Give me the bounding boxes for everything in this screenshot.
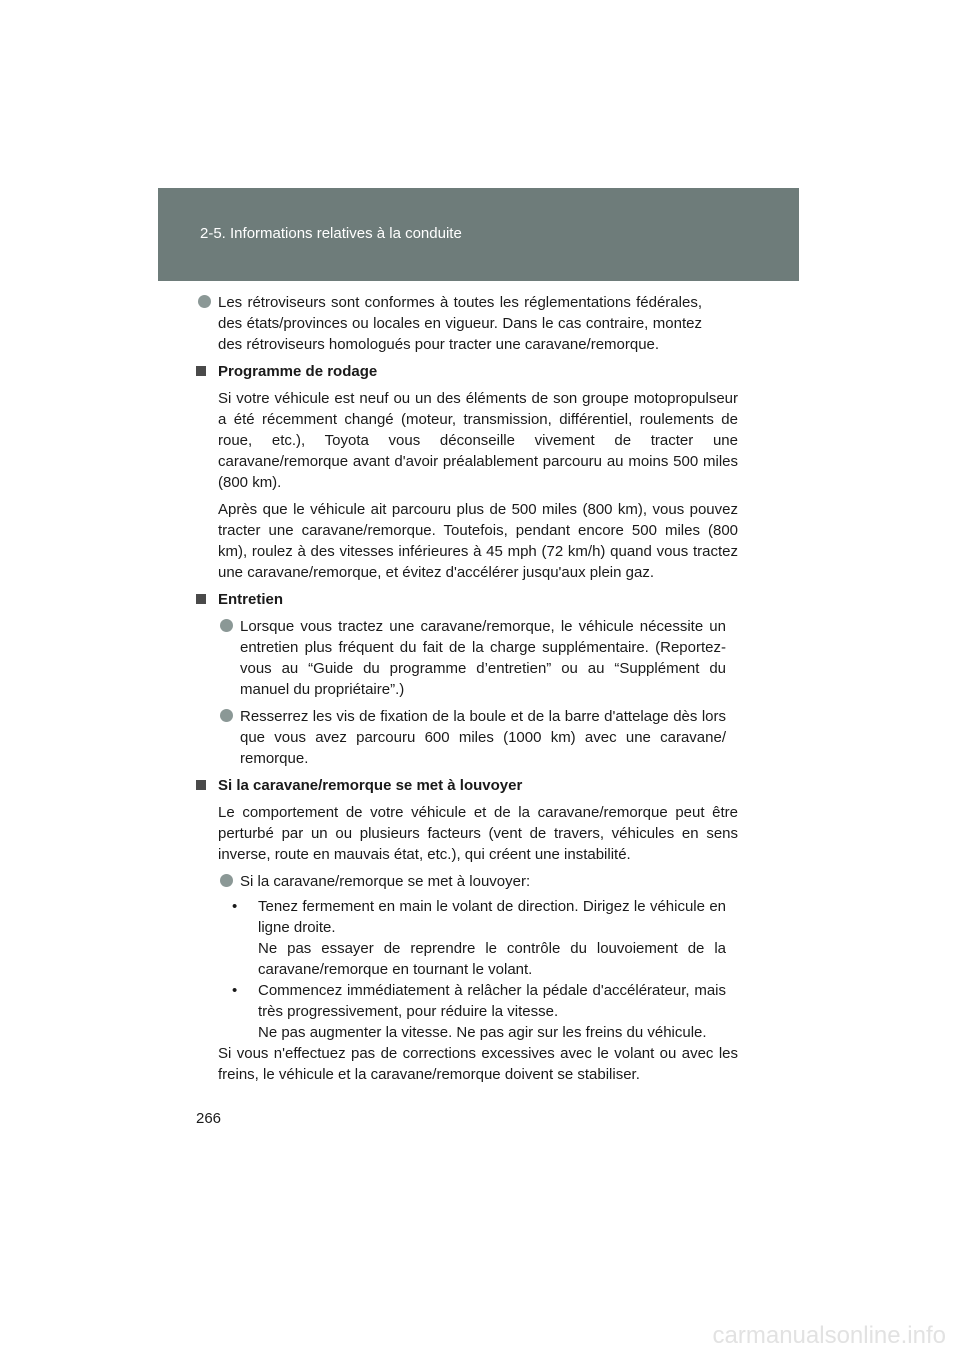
- sub-item-steering: [196, 896, 738, 980]
- bullet-mirrors: [196, 292, 738, 355]
- section-title-rodage: Programme de rodage: [196, 361, 738, 382]
- circle-bullet-icon: [220, 874, 233, 887]
- paragraph: Après que le véhicule ait parcouru plus de 500 miles (800 km), vous pouvez tracter une caravane/remorque. Toutefois, pendant encore 500 miles (800 km), roulez à des vitesses inférieures à 45 mph (72 km/h) quand vous tractez une caravane/remorque, et évitez d'accélérer jusqu'aux plein gaz.: [218, 501, 738, 581]
- sub-item-text: Ne pas augmenter la vitesse. Ne pas agir sur les freins du véhicule.: [258, 1024, 707, 1041]
- bullet-text: Lorsque vous tractez une caravane/remorque, le véhicule nécessite un entretien plus fréquent du fait de la charge supplémentaire. (Reportez-vous au “Guide du programme d’entretien” ou au “Supplément du manuel du propriétaire”.): [240, 618, 726, 698]
- watermark: carmanualsonline.info: [712, 1322, 946, 1349]
- bullet-text: Si la caravane/remorque se met à louvoyer:: [240, 873, 531, 890]
- sub-item-accelerator: [196, 980, 738, 1043]
- square-bullet-icon: [196, 780, 206, 790]
- sub-item-text: Ne pas essayer de reprendre le contrôle du louvoiement de la caravane/remorque en tournant le volant.: [258, 940, 726, 978]
- circle-bullet-icon: [220, 619, 233, 632]
- circle-bullet-icon: [220, 709, 233, 722]
- sub-item-text: Commencez immédiatement à relâcher la pédale d'accélérateur, mais très progressivement, pour réduire la vitesse.: [258, 982, 726, 1020]
- bullet-maintenance: [196, 616, 738, 700]
- square-bullet-icon: [196, 594, 206, 604]
- sub-bullet-icon: •: [232, 982, 238, 999]
- sub-bullet-icon: •: [232, 898, 238, 915]
- circle-bullet-icon: [198, 295, 211, 308]
- sub-item-text: Tenez fermement en main le volant de direction. Dirigez le véhicule en ligne droite.: [258, 898, 726, 936]
- paragraph: Le comportement de votre véhicule et de la caravane/remorque peut être perturbé par un ou plusieurs facteurs (vent de travers, véhicules en sens inverse, route en mauvais état, etc.), qui créent une instabilité.: [218, 804, 738, 863]
- bullet-text: Les rétroviseurs sont conformes à toutes les réglementations fédérales, des états/provinces ou locales en vigueur. Dans le cas contraire, montez des rétroviseurs homologués pour tracter une caravane/remorque.: [218, 294, 702, 353]
- chapter-header: [158, 188, 799, 281]
- bullet-sway: [196, 871, 738, 892]
- bullet-text: Resserrez les vis de fixation de la boule et de la barre d'attelage dès lors que vous avez parcouru 600 miles (1000 km) avec une caravane/ remorque.: [240, 708, 726, 767]
- page-number: 266: [196, 1110, 222, 1127]
- section-title-louvoyer: Si la caravane/remorque se met à louvoyer: [196, 775, 738, 796]
- section-title-entretien: Entretien: [196, 589, 738, 610]
- header-title: 2-5. Informations relatives à la conduite: [200, 225, 462, 242]
- page-content: [196, 292, 738, 1085]
- closing-paragraph: Si vous n'effectuez pas de corrections excessives avec le volant ou avec les freins, le véhicule et la caravane/remorque doivent se stabiliser.: [218, 1045, 738, 1083]
- paragraph: Si votre véhicule est neuf ou un des éléments de son groupe motopropulseur a été récemment changé (moteur, transmission, différentiel, roulements de roue, etc.), Toyota vous déconseille vivement de tracter une caravane/remorque avant d'avoir préalablement parcouru au moins 500 miles (800 km).: [218, 390, 738, 491]
- square-bullet-icon: [196, 366, 206, 376]
- bullet-tighten: [196, 706, 738, 769]
